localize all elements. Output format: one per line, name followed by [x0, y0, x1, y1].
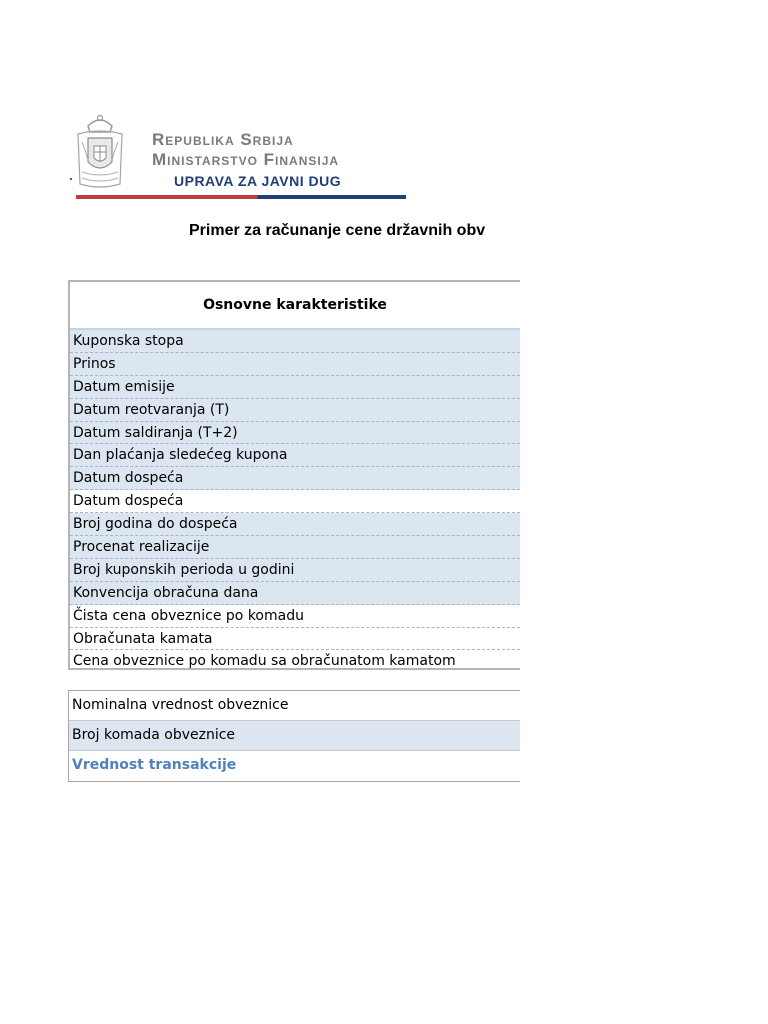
logo-line-ministry: Ministarstvo Finansija	[152, 150, 340, 169]
table-row: Datum dospeća	[70, 467, 520, 490]
table-row-bond-count: Broj komada obveznice	[69, 721, 520, 751]
coat-of-arms-icon	[74, 112, 126, 192]
table-header: Osnovne karakteristike	[70, 282, 520, 330]
table-row: Dan plaćanja sledećeg kupona	[70, 444, 520, 467]
page-title: Primer za računanje cene državnih obv	[189, 222, 486, 239]
table-row: Datum dospeća	[70, 490, 520, 513]
table-row: Datum reotvaranja (T)	[70, 399, 520, 422]
table-row: Obračunata kamata	[70, 628, 520, 651]
table-row-nominal-value: Nominalna vrednost obveznice	[69, 691, 520, 721]
table-row: Broj godina do dospeća	[70, 513, 520, 536]
table-row: Datum emisije	[70, 376, 520, 399]
logo-color-bar	[76, 195, 406, 199]
characteristics-table	[68, 280, 520, 670]
transaction-table	[68, 690, 520, 782]
table-row: Datum saldiranja (T+2)	[70, 422, 520, 445]
table-row: Cena obveznice po komadu sa obračunatom kamatom	[73, 653, 456, 670]
table-row: Prinos	[70, 353, 520, 376]
table-row: Konvencija obračuna dana	[70, 582, 520, 605]
logo-dot	[70, 178, 72, 180]
ministry-logo	[70, 108, 410, 204]
table-row: Procenat realizacije	[70, 536, 520, 559]
table-row: Čista cena obveznice po komadu	[70, 605, 520, 628]
table-row: Kuponska stopa	[70, 330, 520, 353]
logo-line-department: UPRAVA ZA JAVNI DUG	[174, 173, 342, 189]
table-row: Broj kuponskih perioda u godini	[70, 559, 520, 582]
logo-text	[152, 130, 341, 189]
table-row-transaction-value: Vrednost transakcije	[72, 757, 237, 773]
logo-line-republic: Republika Srbija	[152, 130, 294, 149]
